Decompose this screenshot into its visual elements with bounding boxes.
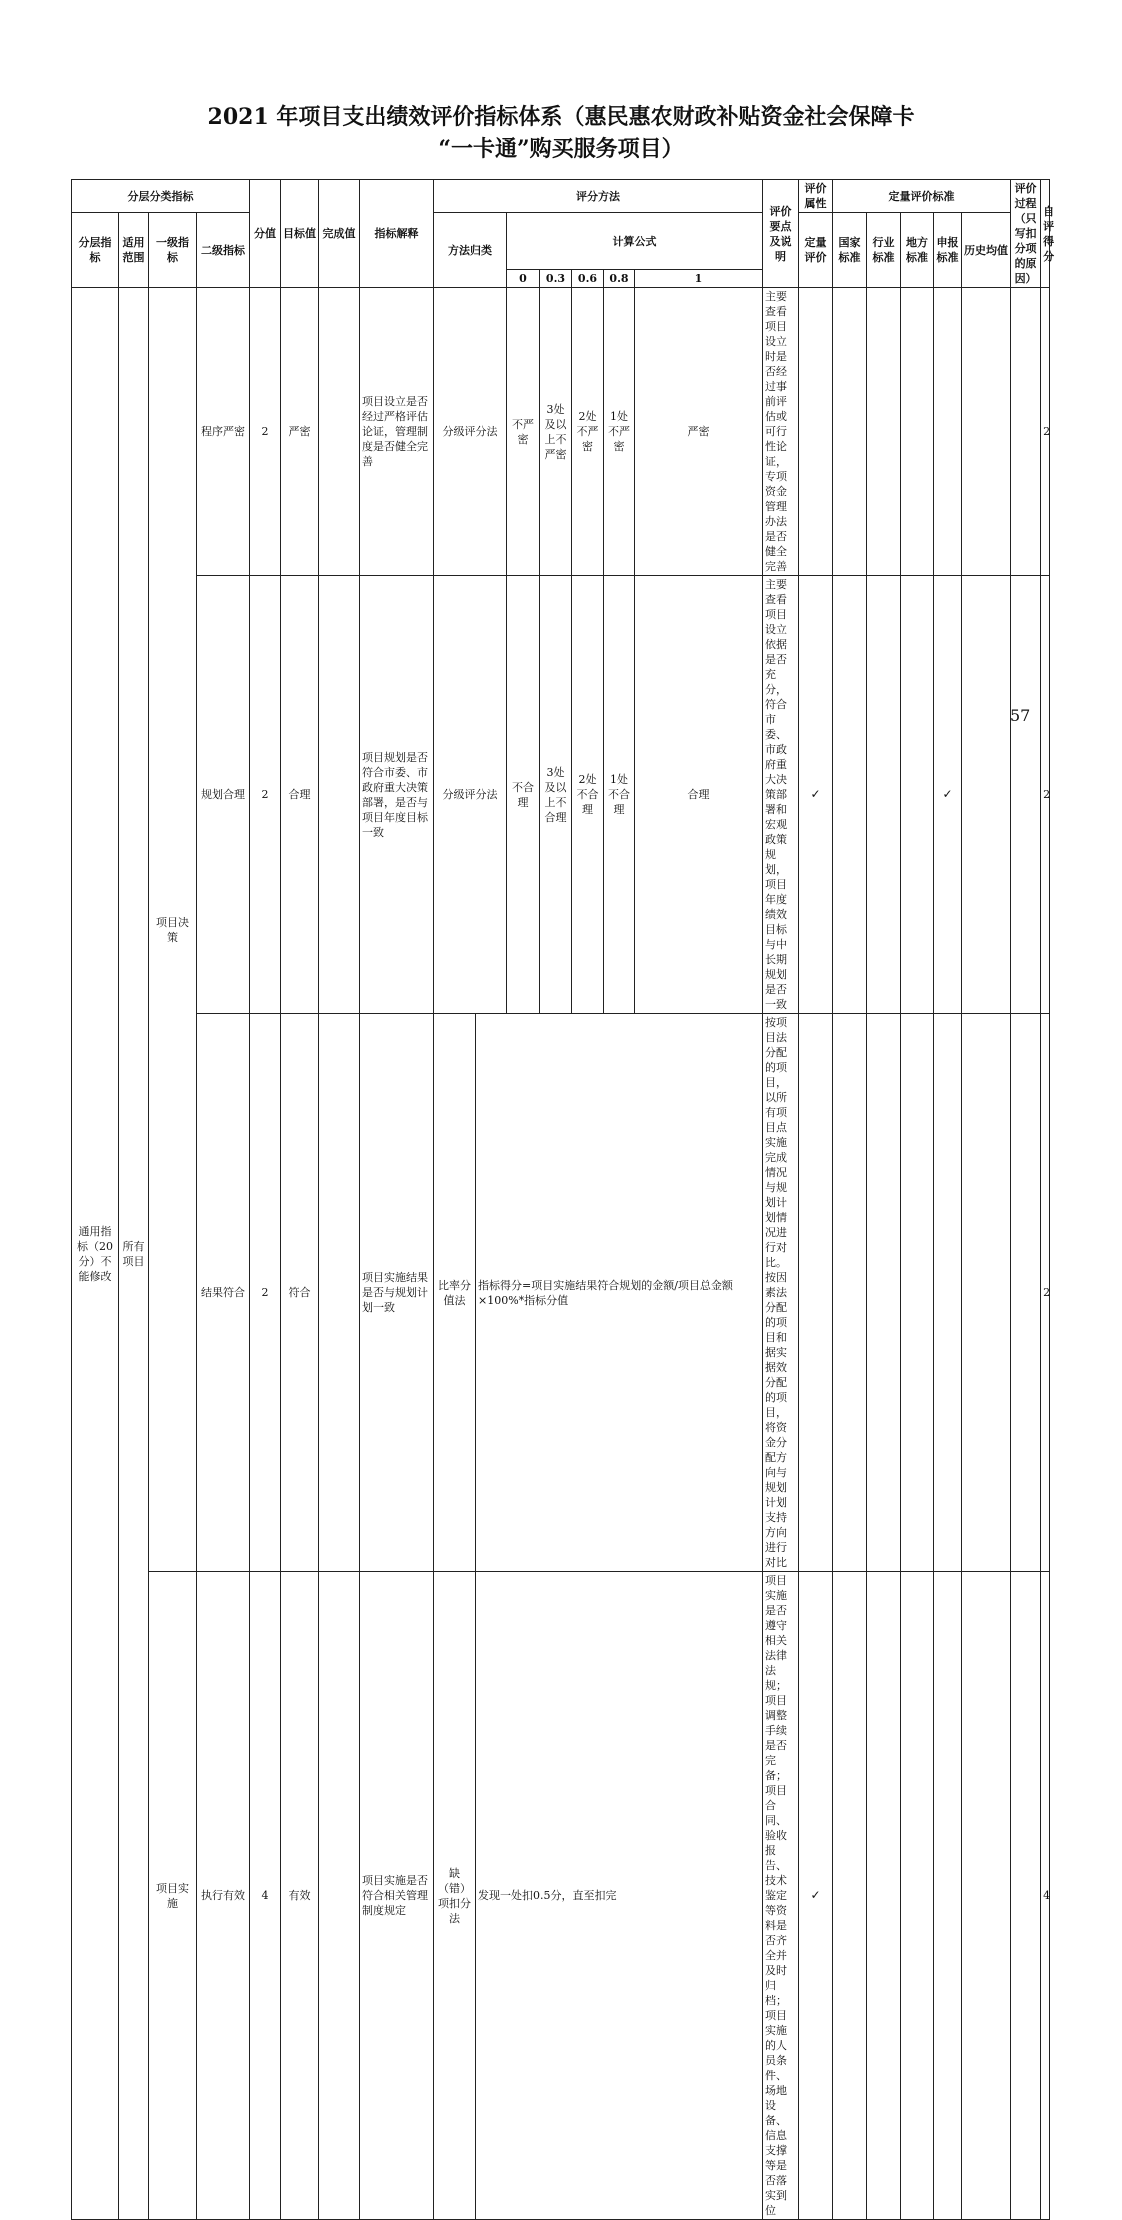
standard-historical-cell: [962, 1014, 1011, 1572]
header-evaluation-process: 评价过程（只写扣分项的原因）: [1011, 180, 1041, 288]
target-cell: 符合: [281, 1014, 319, 1572]
header-quantitative-standard: 定量评价标准: [833, 180, 1011, 213]
method-cell: 缺（错）项扣分法: [434, 1572, 476, 2220]
header-applicable-scope: 适用范围: [119, 213, 149, 288]
score-cell: 2: [250, 1014, 281, 1572]
standard-historical-cell: [962, 288, 1011, 576]
header-category-indicators: 分层分类指标: [72, 180, 250, 213]
score-cell: 2: [250, 576, 281, 1014]
header-standard-local: 地方标准: [901, 213, 934, 288]
quantitative-check-cell: ✓: [799, 1572, 833, 2220]
page-number: 57: [1010, 706, 1031, 725]
level2-cell: 程序严密: [197, 288, 250, 576]
document-title-line-2: “一卡通”购买服务项目）: [438, 136, 684, 162]
header-scoring-method: 评分方法: [434, 180, 763, 213]
header-standard-industry: 行业标准: [867, 213, 901, 288]
standard-local-cell: [901, 288, 934, 576]
score-1-cell: 严密: [635, 288, 763, 576]
level2-cell: 规划合理: [197, 576, 250, 1014]
self-score-cell: 4: [1041, 1572, 1050, 2220]
standard-local-cell: [901, 1572, 934, 2220]
header-score-col-0: 0: [507, 270, 540, 288]
header-level2: 二级指标: [197, 213, 250, 288]
score-cell: 2: [250, 288, 281, 576]
header-standard-national: 国家标准: [833, 213, 867, 288]
header-evaluation-attribute: 评价属性: [799, 180, 833, 213]
table-row: [72, 1572, 1050, 2220]
standard-industry-cell: [867, 1572, 901, 2220]
score-06-cell: 2处不合理: [572, 576, 604, 1014]
group-applicable-scope: 所有项目: [119, 288, 149, 2220]
method-cell: 分级评分法: [434, 288, 507, 576]
target-cell: 合理: [281, 576, 319, 1014]
standard-declared-cell: ✓: [934, 576, 962, 1014]
evaluation-points-cell: 主要查看项目设立时是否经过事前评估或可行性论证，专项资金管理办法是否健全完善: [763, 288, 799, 576]
self-score-cell: 2: [1041, 576, 1050, 1014]
header-self-score: 自评得分: [1041, 180, 1050, 288]
evaluation-process-cell: [1011, 576, 1041, 1014]
standard-national-cell: [833, 1014, 867, 1572]
document-title-line-1: 2021 年项目支出绩效评价指标体系（惠民惠农财政补贴资金社会保障卡: [207, 104, 915, 130]
evaluation-process-cell: [1011, 288, 1041, 576]
table-row: [72, 1014, 1050, 1572]
score-03-cell: 3处及以上不严密: [540, 288, 572, 576]
header-score-col-08: 0.8: [604, 270, 635, 288]
table-row: [72, 288, 1050, 576]
group-layer-indicator: 通用指标（20分）不能修改: [72, 288, 119, 2220]
header-score-col-06: 0.6: [572, 270, 604, 288]
standard-declared-cell: [934, 1572, 962, 2220]
header-layer-indicator: 分层指标: [72, 213, 119, 288]
self-score-cell: 2: [1041, 288, 1050, 576]
header-score-col-1: 1: [635, 270, 763, 288]
standard-industry-cell: [867, 1014, 901, 1572]
score-03-cell: 3处及以上不合理: [540, 576, 572, 1014]
indicator-table: [71, 179, 1055, 2220]
level1-decision: 项目决策: [149, 288, 197, 1572]
score-08-cell: 1处不严密: [604, 288, 635, 576]
quantitative-check-cell: ✓: [799, 576, 833, 1014]
standard-declared-cell: [934, 1014, 962, 1572]
method-cell: 比率分值法: [434, 1014, 476, 1572]
standard-historical-cell: [962, 1572, 1011, 2220]
evaluation-points-cell: 按项目法分配的项目，以所有项目点实施完成情况与规划计划情况进行对比。按因素法分配的项目和据实据效分配的项目，将资金分配方向与规划计划支持方向进行对比: [763, 1014, 799, 1572]
completion-cell: [319, 288, 360, 576]
header-formula: 计算公式: [507, 213, 763, 270]
level1-implementation: 项目实施: [149, 1572, 197, 2220]
standard-national-cell: [833, 1572, 867, 2220]
standard-local-cell: [901, 1014, 934, 1572]
header-standard-declared: 申报标准: [934, 213, 962, 288]
method-cell: 分级评分法: [434, 576, 507, 1014]
explanation-cell: 项目设立是否经过严格评估论证，管理制度是否健全完善: [360, 288, 434, 576]
level2-cell: 执行有效: [197, 1572, 250, 2220]
header-quantitative-eval: 定量评价: [799, 213, 833, 288]
header-method-category: 方法归类: [434, 213, 507, 288]
score-1-cell: 合理: [635, 576, 763, 1014]
level2-cell: 结果符合: [197, 1014, 250, 1572]
standard-historical-cell: [962, 576, 1011, 1014]
header-indicator-explanation: 指标解释: [360, 180, 434, 288]
score-06-cell: 2处不严密: [572, 288, 604, 576]
table-row: [72, 576, 1050, 1014]
header-score-col-03: 0.3: [540, 270, 572, 288]
header-completion-value: 完成值: [319, 180, 360, 288]
standard-national-cell: [833, 576, 867, 1014]
score-0-cell: 不合理: [507, 576, 540, 1014]
explanation-cell: 项目实施结果是否与规划计划一致: [360, 1014, 434, 1572]
header-level1: 一级指标: [149, 213, 197, 288]
completion-cell: [319, 1572, 360, 2220]
formula-cell: 发现一处扣0.5分，直至扣完: [476, 1572, 763, 2220]
explanation-cell: 项目规划是否符合市委、市政府重大决策部署，是否与项目年度目标一致: [360, 576, 434, 1014]
standard-industry-cell: [867, 576, 901, 1014]
standard-national-cell: [833, 288, 867, 576]
completion-cell: [319, 576, 360, 1014]
target-cell: 严密: [281, 288, 319, 576]
standard-industry-cell: [867, 288, 901, 576]
score-cell: 4: [250, 1572, 281, 2220]
evaluation-process-cell: [1011, 1572, 1041, 2220]
standard-local-cell: [901, 576, 934, 1014]
evaluation-points-cell: 主要查看项目设立依据是否充分，符合市委、市政府重大决策部署和宏观政策规划，项目年度绩效目标与中长期规划是否一致: [763, 576, 799, 1014]
explanation-cell: 项目实施是否符合相关管理制度规定: [360, 1572, 434, 2220]
header-score: 分值: [250, 180, 281, 288]
evaluation-points-cell: 项目实施是否遵守相关法律法规；项目调整手续是否完备；项目合同、验收报告、技术鉴定等资料是否齐全并及时归档；项目实施的人员条件、场地设备、信息支撑等是否落实到位: [763, 1572, 799, 2220]
self-score-cell: 2: [1041, 1014, 1050, 1572]
header-standard-historical: 历史均值: [962, 213, 1011, 288]
quantitative-check-cell: [799, 1014, 833, 1572]
formula-cell: 指标得分=项目实施结果符合规划的金额/项目总金额×100%*指标分值: [476, 1014, 763, 1572]
evaluation-process-cell: [1011, 1014, 1041, 1572]
completion-cell: [319, 1014, 360, 1572]
quantitative-check-cell: [799, 288, 833, 576]
header-evaluation-points: 评价要点及说明: [763, 180, 799, 288]
score-08-cell: 1处不合理: [604, 576, 635, 1014]
header-target-value: 目标值: [281, 180, 319, 288]
standard-declared-cell: [934, 288, 962, 576]
score-0-cell: 不严密: [507, 288, 540, 576]
target-cell: 有效: [281, 1572, 319, 2220]
